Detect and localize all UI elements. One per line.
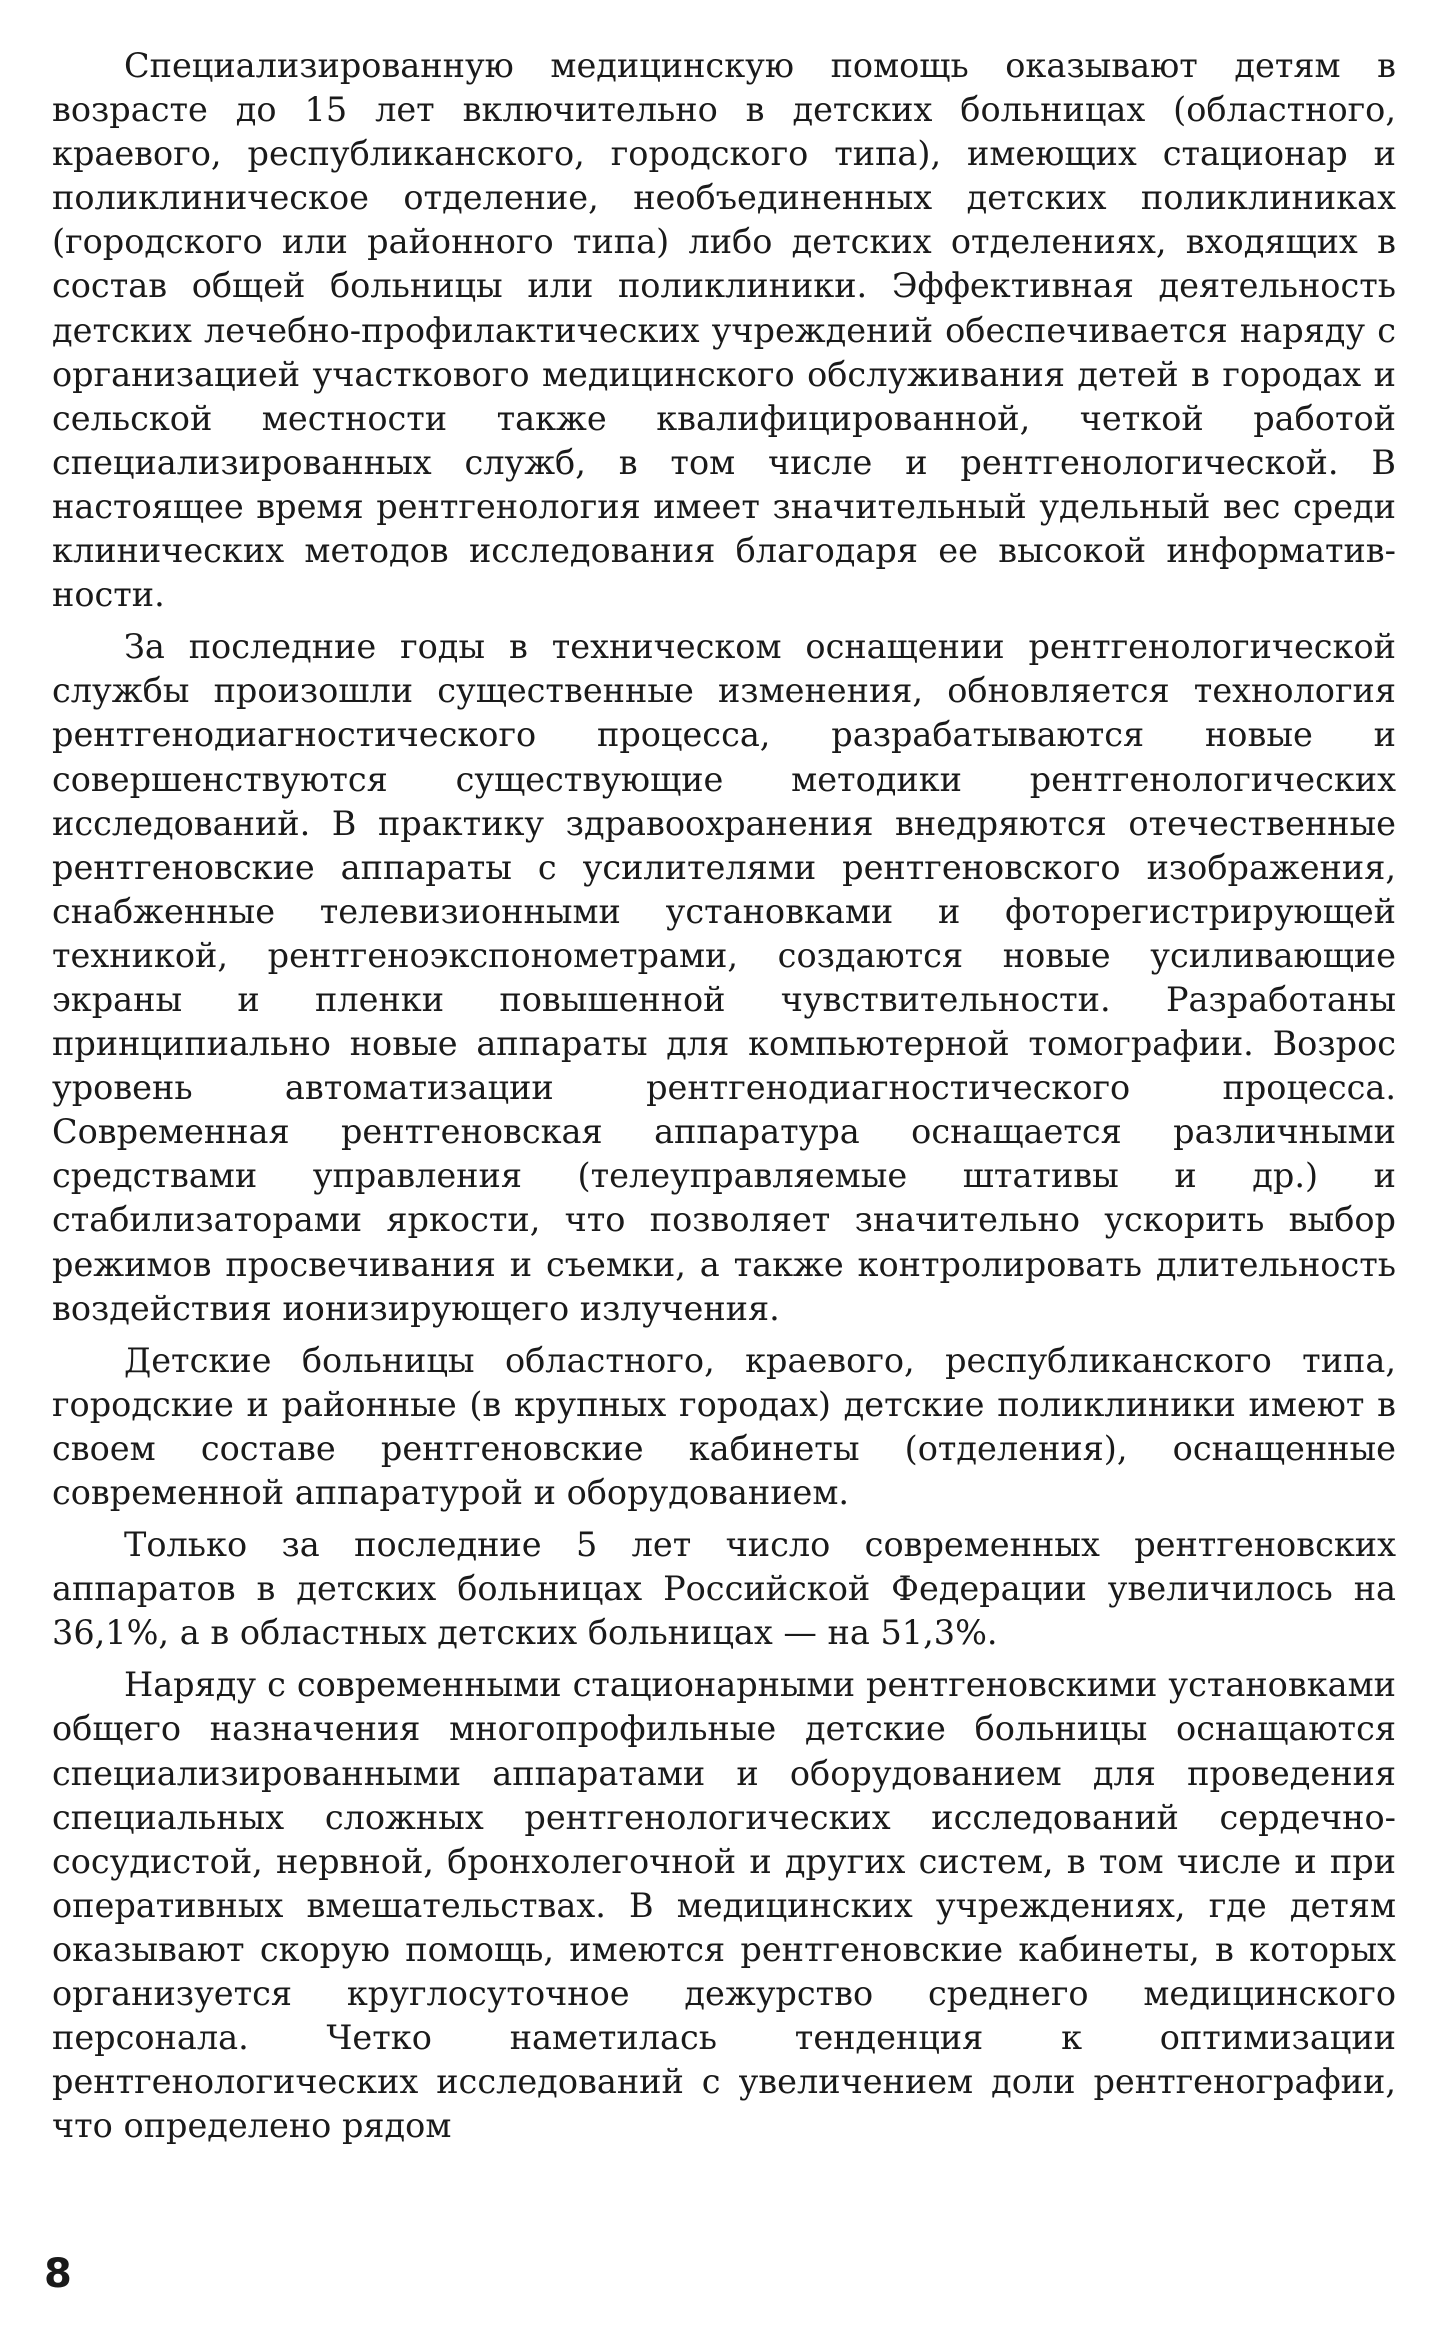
- paragraph-2: За последние годы в техническом оснащении рентгенологической службы произошли существенные изменения, обновляется технология рентгенодиагностического процесса, разрабатываются новые и совершенствуются существующие методики рентгенологических исследований. В практику здравоохранения внедряются отечественные рентгеновские аппараты с усилителями рентгеновского изображения, снабженные телевизионными установками и фоторегистрирующей техникой, рентгеноэкспонометрами, создаются новые усиливающие экраны и пленки повышенной чувствительности. Разработаны принципиально новые аппараты для компьютерной томографии. Возрос уровень автоматизации рентгенодиагностического процесса. Современная рентгеновская аппаратура оснащается различными средствами управления (телеуправляемые штативы и др.) и стабилизаторами яркости, что позволяет значительно ускорить выбор режимов просвечивания и съемки, а также контролировать длительность воздействия ионизирующего излучения.: [52, 627, 1396, 1328]
- paragraph-4: Только за последние 5 лет число современных рентгеновских аппаратов в детских больницах Российской Федерации увеличилось на 36,1%, а в областных детских больницах — на 51,3%.: [52, 1525, 1396, 1653]
- page-number: 8: [44, 2251, 72, 2297]
- paragraph-1: Специализированную медицинскую помощь оказывают детям в возрасте до 15 лет включительно в детских больницах (областного, краевого, республиканского, городского типа), имеющих стационар и поликлиническое отделение, необъединенных детских поликлиниках (городского или районного типа) либо детских отделениях, входящих в состав общей больницы или поликлиники. Эффективная деятельность детских лечебно-профилактических учреждений обеспечивается наряду с организацией участкового медицинского обслуживания детей в городах и сельской местности также квалифицированной, четкой работой специализированных служб, в том числе и рентгенологической. В настоящее время рентгенология имеет значительный удельный вес среди клинических методов исследования благодаря ее высокой информативности.: [52, 46, 1396, 615]
- paragraph-5: Наряду с современными стационарными рентгеновскими установками общего назначения многопрофильные детские больницы оснащаются специализированными аппаратами и оборудованием для проведения специальных сложных рентгенологических исследований сердечно-сосудистой, нервной, бронхолегочной и других систем, в том числе и при оперативных вмешательствах. В медицинских учреждениях, где детям оказывают скорую помощь, имеются рентгеновские кабинеты, в которых организуется круглосуточное дежурство среднего медицинского персонала. Четко наметилась тенденция к оптимизации рентгенологических исследований с увеличением доли рентгенографии, что определено рядом: [52, 1665, 1396, 2146]
- document-body: [52, 44, 1396, 2148]
- paragraph-3: Детские больницы областного, краевого, республиканского типа, городские и районные (в крупных городах) детские поликлиники имеют в своем составе рентгеновские кабинеты (отделения), оснащенные современной аппаратурой и оборудованием.: [52, 1340, 1396, 1512]
